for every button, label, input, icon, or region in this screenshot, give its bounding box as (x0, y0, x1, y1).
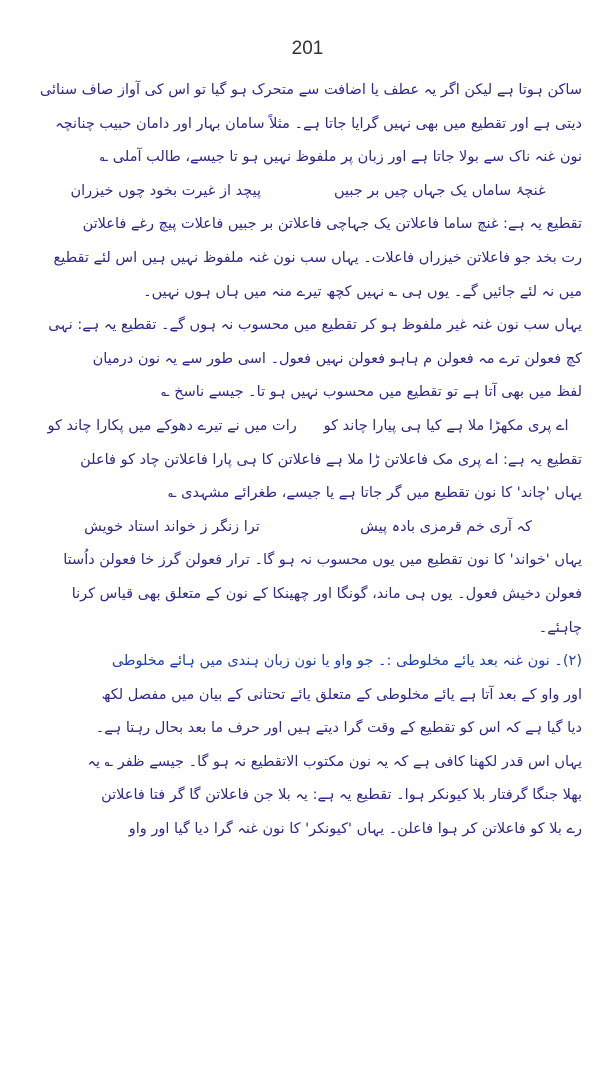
verse-couplet (34, 175, 582, 209)
text-line: فعولن دخیش فعول۔ یوں ہی ماند، گونگا اور چھینکا کے نون کے متعلق بھی قیاس کرنا (71, 585, 582, 602)
text-line: ساکن ہوتا ہے لیکن اگر یہ عطف یا اضافت سے متحرک ہو گیا تو اس کی آواز صاف سنائی (39, 82, 582, 98)
text-line: یہاں سب نون غنہ غیر ملفوظ ہو کر تقطیع میں محسوب نہ ہوں گے۔ تقطیع یہ ہے: نہی (48, 317, 582, 334)
text-line: یہاں 'چاند' کا نون تقطیع میں گر جاتا ہے یا جیسے، طغرائے مشہدی ؎ (168, 485, 582, 502)
verse-first-hemistich: غنچۂ ساماں یک جہاں چیں بر جبیں (333, 182, 546, 199)
text-line: تقطیع یہ ہے: غنچ ساما فاعلاتن یک جہاچی فاعلاتن بر جبیں فاعلات پیچ رغے فاعلاتن (82, 216, 582, 233)
verse-first-hemistich: اے پری مکھڑا ملا ہے کیا ہی پیارا چاند کو (323, 417, 569, 434)
text-line: یہاں اس قدر لکھنا کافی ہے کہ یہ نون مکتوب الاتقطیع نہ ہو گا۔ جیسے ظفر ؎ یہ (87, 753, 582, 770)
verse-second-hemistich: پیچد از غیرت بخود چوں خیزران (70, 182, 262, 199)
text-line: لفظ میں بھی آتا ہے تو تقطیع میں محسوب نہیں ہو تا۔ جیسے ناسخ ؎ (161, 384, 582, 401)
text-line: کچ فعولن ترے مہ فعولن م ہاہو فعولن نہیں فعول۔ اسی طور سے یہ نون درمیان (92, 350, 582, 367)
verse-couplet (34, 410, 582, 444)
verse-first-hemistich: کہ آری خم قرمزی بادہ پیش (360, 518, 532, 535)
text-line: یہاں 'خواند' کا نون تقطیع میں یوں محسوب نہ ہو گا۔ ترار فعولن گرز خا فعولن داُستا (63, 552, 582, 569)
text-line: اور واو کے بعد آتا ہے یائے مخلوطی کے متعلق یائے تحتانی کے بیان میں مفصل لکھ (101, 686, 582, 703)
verse-couplet (34, 511, 582, 545)
text-line: چاہئے۔ (538, 619, 582, 636)
section-heading-line: (۲)۔ نون غنہ بعد یائے مخلوطی :۔ جو واو یا نون زبان ہندی میں ہائے مخلوطی (111, 653, 582, 670)
text-line: میں نہ لئے جائیں گے۔ یوں ہی ؎ نہیں کچھ تیرے منہ میں ہاں ہوں نہیں۔ (143, 283, 582, 300)
text-line: دیا گیا ہے کہ اس کو تقطیع کے وقت گرا دیتے ہیں اور حرف ما بعد بحال رہتا ہے۔ (95, 720, 582, 737)
verse-second-hemistich: رات میں نے تیرے دھوکے میں پکارا چاند کو (47, 417, 297, 434)
text-line: رت بخد جو فاعلاتن خیزراں فاعلات۔ یہاں سب نون غنہ ملفوظ نہیں ہیں اس لئے تقطیع (53, 249, 582, 266)
page-number: 201 (291, 38, 324, 59)
text-line: تقطیع یہ ہے: اے پری مک فاعلاتن ڑا ملا ہے فاعلاتن کا ہی پارا فاعلاتن چاد کو فاعلن (80, 451, 582, 468)
verse-second-hemistich: ترا زنگر ز خواند استاد خویش (84, 518, 260, 535)
text-line: دیتی ہے اور تقطیع میں بھی نہیں گرایا جاتا ہے۔ مثلاً سامان بہار اور دامان حبیب چنانچہ (55, 115, 582, 132)
text-line: رے بلا کو فاعلاتن کر ہوا فاعلن۔ یہاں 'کیونکر' کا نون غنہ گرا دیا گیا اور واو (128, 821, 582, 838)
page-body (34, 74, 582, 847)
text-line: بھلا جنگا گرفتار بلا کیونکر ہوا۔ تقطیع یہ ہے: یہ بلا جن فاعلاتن گا گر فتا فاعلاتن (101, 787, 582, 804)
text-line: نون غنہ ناک سے بولا جاتا ہے اور زبان پر ملفوظ نہیں ہو تا جیسے، طالب آملی ؎ (99, 149, 582, 166)
